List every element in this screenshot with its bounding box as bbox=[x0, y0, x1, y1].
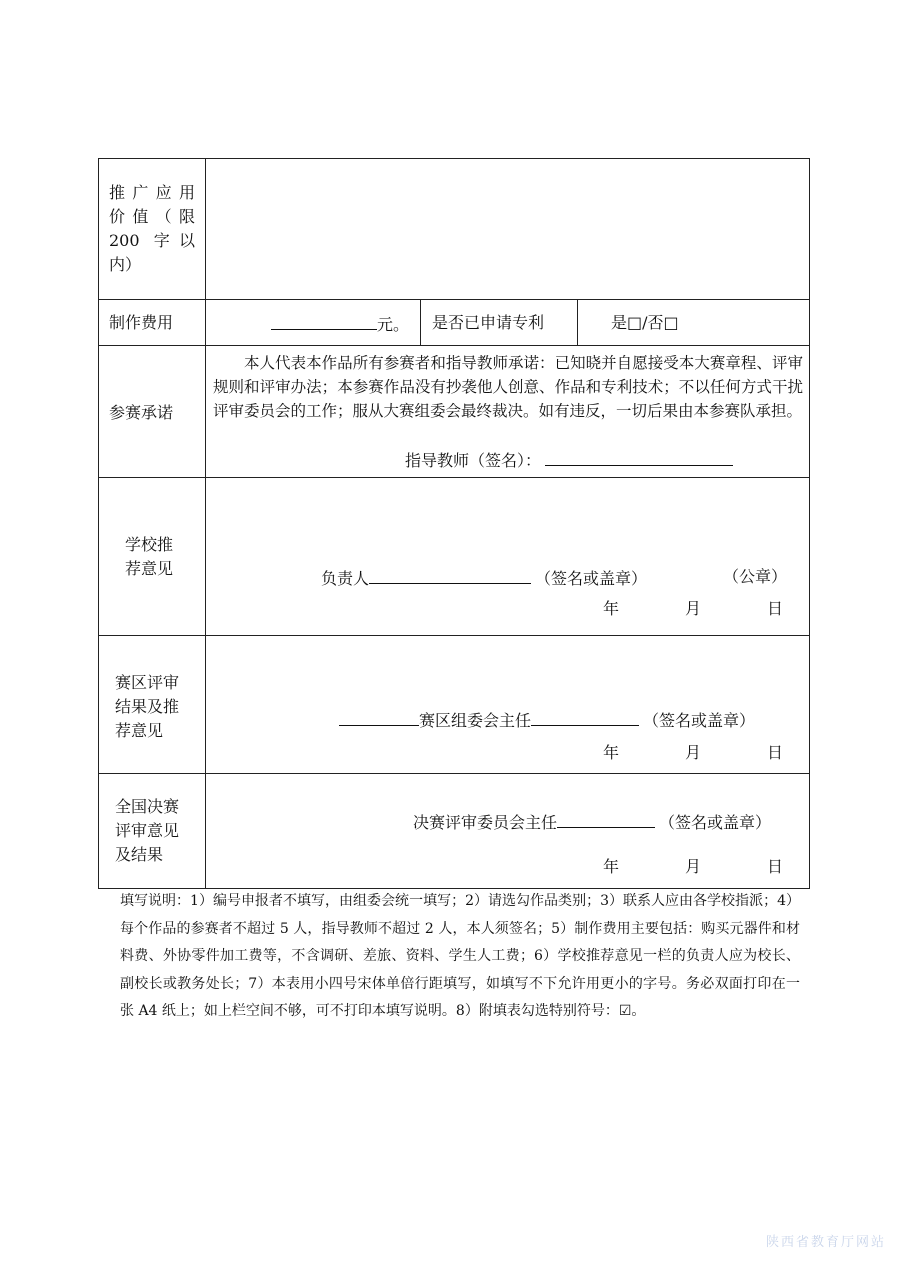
region-director-blank[interactable] bbox=[531, 707, 639, 726]
national-review-label bbox=[115, 795, 179, 867]
sign-note: （签名或盖章） bbox=[643, 711, 756, 730]
label-line: 200 字以 bbox=[109, 231, 195, 250]
label-line: 全国决赛 bbox=[115, 797, 180, 816]
label-line: 推广应用 bbox=[109, 183, 195, 202]
region-signature-field[interactable] bbox=[339, 707, 755, 733]
column-divider bbox=[577, 299, 578, 345]
label-line: 评审意见 bbox=[115, 821, 180, 840]
cost-label: 制作费用 bbox=[109, 313, 174, 332]
date-year: 年 bbox=[603, 743, 620, 762]
date-month: 月 bbox=[685, 599, 702, 618]
date-month: 月 bbox=[685, 743, 702, 762]
date-day: 日 bbox=[767, 857, 784, 876]
cost-amount-blank[interactable] bbox=[271, 311, 377, 330]
advisor-signature-blank[interactable] bbox=[545, 447, 733, 466]
advisor-signature-label: 指导教师（签名）： bbox=[405, 451, 542, 470]
label-line: 及结果 bbox=[115, 845, 164, 864]
commitment-label: 参赛承诺 bbox=[109, 403, 174, 422]
school-recommendation-label bbox=[125, 533, 173, 581]
date-year: 年 bbox=[603, 599, 620, 618]
label-line: 赛区评审 bbox=[115, 673, 180, 692]
cost-unit: 元。 bbox=[377, 315, 410, 334]
column-divider bbox=[205, 159, 206, 888]
column-divider bbox=[420, 299, 421, 345]
patent-options-checkbox[interactable]: 是□/否□ bbox=[611, 313, 679, 332]
school-person-label: 负责人 bbox=[321, 569, 370, 588]
label-line: 学校推 bbox=[125, 535, 174, 554]
label-line: 内） bbox=[109, 255, 142, 274]
filling-instructions: 填写说明：1）编号申报者不填写，由组委会统一填写；2）请选勾作品类别；3）联系人应由各学校指派；4）每个作品的参赛者不超过 5 人，指导教师不超过 2 人，本人须签名；5）制作费用主要包括：购买元器件和材料费、外协零件加工费等，不含调研、差旅、资料、学生人工费；6）学校推荐意见一栏的负责人应为校长、副校长或教务处长；7）本表用小四号宋体单倍行距填写，如填写不下允许用更小的字号。务必双面打印在一张 A4 纸上；如上栏空间不够，可不打印本填写说明。8）附填表勾选特别符号：☑。 bbox=[120, 893, 800, 1019]
cost-amount-field[interactable] bbox=[271, 311, 409, 337]
patent-label: 是否已申请专利 bbox=[432, 313, 545, 332]
sign-note: （签名或盖章） bbox=[535, 569, 648, 588]
label-line: 价值（限 bbox=[109, 207, 195, 226]
school-signature-blank[interactable] bbox=[369, 565, 531, 584]
national-director-blank[interactable] bbox=[557, 809, 655, 828]
date-year: 年 bbox=[603, 857, 620, 876]
label-line: 荐意见 bbox=[115, 721, 164, 740]
region-review-label bbox=[115, 671, 179, 743]
application-form-table bbox=[98, 158, 810, 889]
region-director-label: 赛区组委会主任 bbox=[419, 711, 532, 730]
watermark: 陕西省教育厅网站 bbox=[765, 1235, 886, 1250]
official-seal-label: （公章） bbox=[723, 567, 788, 586]
date-month: 月 bbox=[685, 857, 702, 876]
label-line: 荐意见 bbox=[125, 559, 174, 578]
label-line: 结果及推 bbox=[115, 697, 180, 716]
national-signature-field[interactable] bbox=[413, 809, 771, 835]
date-day: 日 bbox=[767, 599, 784, 618]
date-day: 日 bbox=[767, 743, 784, 762]
commitment-text: 本人代表本作品所有参赛者和指导教师承诺：已知晓并自愿接受本大赛章程、评审规则和评审办法；本参赛作品没有抄袭他人创意、作品和专利技术；不以任何方式干扰评审委员会的工作；服从大赛组委会最终裁决。如有违反，一切后果由本参赛队承担。 bbox=[213, 354, 803, 420]
national-director-label: 决赛评审委员会主任 bbox=[413, 813, 558, 832]
region-name-blank[interactable] bbox=[339, 707, 419, 726]
advisor-signature-field[interactable] bbox=[405, 447, 733, 473]
promotion-value-input[interactable] bbox=[207, 161, 807, 297]
sign-note: （签名或盖章） bbox=[659, 813, 772, 832]
school-signature-field[interactable] bbox=[321, 565, 647, 591]
